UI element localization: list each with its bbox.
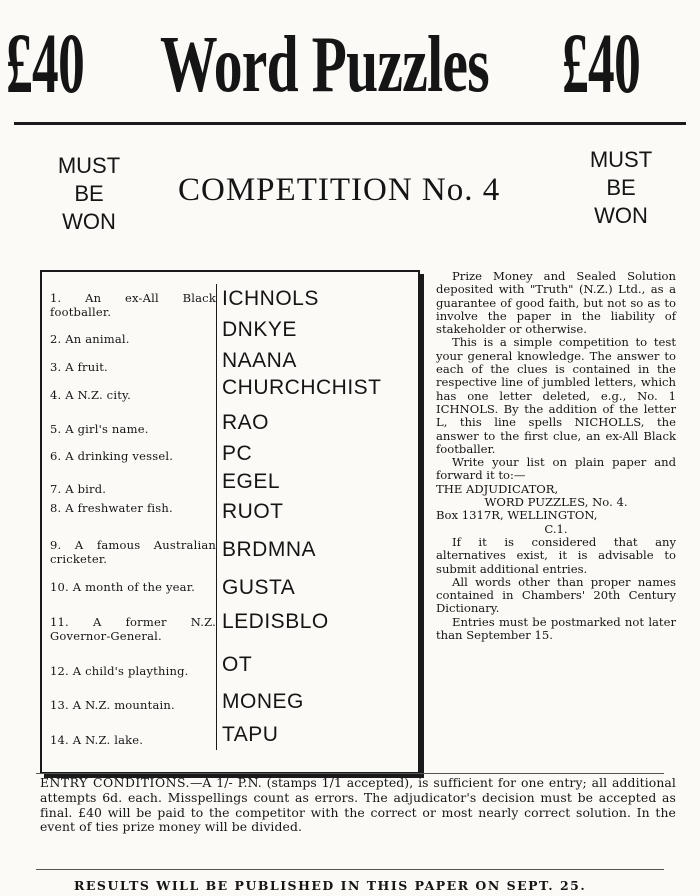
jumble-2: DNKYE — [222, 318, 297, 341]
jumble-13: MONEG — [222, 690, 304, 713]
rules-dictionary: All words other than proper names contained in Chambers' 20th Century Dictionary. — [436, 574, 676, 616]
clue-13: 13. A N.Z. mountain. — [50, 698, 175, 712]
headline-prize-right: £40 — [562, 15, 641, 111]
rules-write-list: Write your list on plain paper and forward it to:— — [436, 455, 676, 483]
jumble-14: TAPU — [222, 723, 279, 746]
competition-title: COMPETITION No. 4 — [178, 172, 501, 208]
clue-3: 3. A fruit. — [50, 360, 108, 374]
jumble-11: LEDISBLO — [222, 610, 329, 633]
conditions-heading: ENTRY CONDITIONS. — [40, 775, 190, 790]
footer-rule — [36, 869, 664, 870]
address-line-4: C.1. — [544, 521, 568, 536]
rules-postmark: Entries must be postmarked not later than September 15. — [436, 614, 676, 643]
jumble-6: PC — [222, 442, 253, 465]
conditions-rule — [36, 773, 664, 774]
clue-10: 10. A month of the year. — [50, 580, 196, 594]
jumble-7: EGEL — [222, 470, 281, 493]
jumble-4: CHURCHCHIST — [222, 376, 382, 399]
clue-1: 1. An ex-All Black footballer. — [50, 291, 216, 319]
rules-alternatives: If it is considered that any alternatives exist, it is advisable to submit additional entries. — [436, 534, 676, 576]
headline-prize-left: £40 — [6, 15, 85, 111]
jumble-9: BRDMNA — [222, 538, 317, 561]
jumble-1: ICHNOLS — [222, 287, 319, 310]
clue-11: 11. A former N.Z. Governor-General. — [50, 615, 217, 643]
headline-title: Word Puzzles — [160, 21, 489, 109]
conditions-text: —A 1/- P.N. (stamps 1/1 accepted), is sufficient for one entry; all additional attempts 6d. each. Misspellings count as errors. The adjudicator's decision must be accepted as final. £40 will be paid to the competitor with the correct or most nearly correct solution. In the event of ties prize money will be divided. — [40, 775, 676, 835]
clue-7: 7. A bird. — [50, 482, 107, 496]
top-rule — [14, 122, 686, 125]
rules-column — [436, 270, 676, 642]
jumble-8: RUOT — [222, 500, 284, 523]
clue-14: 14. A N.Z. lake. — [50, 733, 144, 747]
clue-12: 12. A child's plaything. — [50, 664, 189, 678]
jumble-5: RAO — [222, 411, 270, 434]
clue-divider — [216, 284, 217, 750]
clue-8: 8. A freshwater fish. — [50, 501, 173, 515]
clue-9: 9. A famous Australian cricketer. — [50, 538, 217, 566]
jumble-12: OT — [222, 653, 253, 676]
must-be-won-left: MUST BE WON — [57, 153, 121, 234]
rules-how-to-play: This is a simple competition to test your general knowledge. The answer to each of the clues is contained in the respective line of jumbled letters, which has one letter deleted, e.g., No. 1 ICHNOLS. By the addition of the letter L, this line spells NICHOLLS, the answer to the first clue, an ex-All Black footballer. — [436, 335, 676, 456]
clue-5: 5. A girl's name. — [50, 422, 149, 436]
address-line-2: WORD PUZZLES, No. 4. — [484, 495, 628, 510]
entry-conditions — [40, 776, 676, 835]
must-be-won-right: MUST BE WON — [589, 147, 653, 228]
clue-4: 4. A N.Z. city. — [50, 388, 132, 402]
clue-2: 2. An animal. — [50, 332, 130, 346]
address-line-1: THE ADJUDICATOR, — [436, 481, 559, 496]
address-line-3: Box 1317R, WELLINGTON, — [436, 508, 598, 523]
clue-6: 6. A drinking vessel. — [50, 449, 174, 463]
rules-prize-money: Prize Money and Sealed Solution deposited with "Truth" (N.Z.) Ltd., as a guarantee of good faith, but not so as to involve the paper in the liability of stakeholder or otherwise. — [436, 269, 676, 337]
jumble-10: GUSTA — [222, 576, 296, 599]
jumble-3: NAANA — [222, 349, 297, 372]
results-notice: RESULTS WILL BE PUBLISHED IN THIS PAPER ON SEPT. 25. — [74, 878, 587, 893]
